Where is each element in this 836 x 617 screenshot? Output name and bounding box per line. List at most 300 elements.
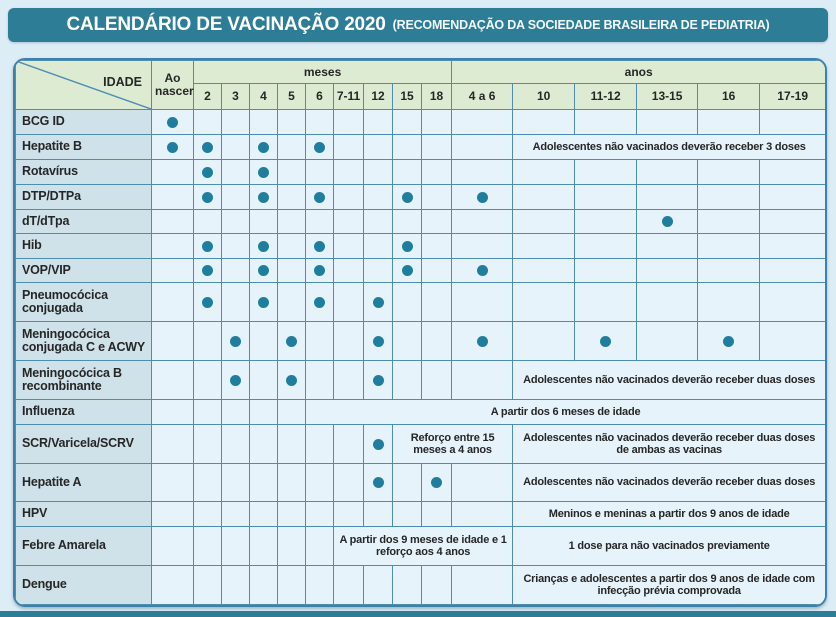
- schedule-cell: [194, 361, 222, 400]
- col-header-15: 15: [393, 84, 422, 110]
- schedule-cell: [152, 400, 194, 425]
- dose-dot: [314, 241, 325, 252]
- schedule-cell: [152, 185, 194, 210]
- schedule-cell: [513, 185, 575, 210]
- schedule-cell: [452, 234, 513, 259]
- schedule-cell: [152, 322, 194, 361]
- schedule-cell: [452, 185, 513, 210]
- dose-dot: [314, 297, 325, 308]
- schedule-cell: [222, 527, 250, 566]
- schedule-cell: [278, 464, 306, 502]
- schedule-note: Adolescentes não vacinados deverão receber duas doses: [513, 361, 826, 400]
- schedule-cell: [222, 135, 250, 160]
- schedule-cell: [698, 110, 760, 135]
- schedule-note: Adolescentes não vacinados deverão receber duas doses de ambas as vacinas: [513, 425, 826, 464]
- schedule-cell: [334, 210, 364, 234]
- vaccine-row-label: Dengue: [16, 566, 152, 605]
- schedule-cell: [637, 283, 698, 322]
- schedule-cell: [250, 400, 278, 425]
- schedule-cell: [334, 135, 364, 160]
- schedule-cell: [637, 110, 698, 135]
- schedule-cell: [422, 283, 452, 322]
- schedule-cell: [250, 283, 278, 322]
- schedule-cell: [278, 527, 306, 566]
- schedule-cell: [422, 160, 452, 185]
- dose-dot: [373, 297, 384, 308]
- schedule-cell: [334, 110, 364, 135]
- col-header-2: 2: [194, 84, 222, 110]
- schedule-cell: [152, 160, 194, 185]
- schedule-cell: [422, 259, 452, 283]
- schedule-cell: [250, 135, 278, 160]
- dose-dot: [600, 336, 611, 347]
- vaccine-row: [16, 425, 826, 464]
- schedule-cell: [306, 464, 334, 502]
- schedule-cell: [575, 185, 637, 210]
- schedule-cell: [334, 322, 364, 361]
- schedule-cell: [452, 566, 513, 605]
- schedule-cell: [422, 135, 452, 160]
- schedule-cell: [194, 425, 222, 464]
- schedule-cell: [364, 210, 393, 234]
- vaccine-row-label: Hepatite A: [16, 464, 152, 502]
- schedule-cell: [334, 464, 364, 502]
- calendar-subtitle: (RECOMENDAÇÃO DA SOCIEDADE BRASILEIRA DE PEDIATRIA): [392, 18, 770, 32]
- vaccine-row: [16, 400, 826, 425]
- schedule-cell: [334, 361, 364, 400]
- schedule-cell: [306, 502, 334, 527]
- schedule-cell: [250, 110, 278, 135]
- vaccine-row-label: Hib: [16, 234, 152, 259]
- col-group-months: meses: [194, 61, 452, 84]
- schedule-cell: [306, 185, 334, 210]
- col-header-16: 16: [698, 84, 760, 110]
- vaccine-row: [16, 566, 826, 605]
- schedule-cell: [222, 566, 250, 605]
- vaccine-row-label: DTP/DTPa: [16, 185, 152, 210]
- schedule-cell: [250, 185, 278, 210]
- schedule-cell: [222, 185, 250, 210]
- schedule-cell: [637, 322, 698, 361]
- schedule-cell: [194, 464, 222, 502]
- schedule-cell: [698, 160, 760, 185]
- vaccine-row-label: Rotavírus: [16, 160, 152, 185]
- schedule-cell: [306, 160, 334, 185]
- schedule-cell: [250, 464, 278, 502]
- schedule-cell: [194, 135, 222, 160]
- dose-dot: [431, 477, 442, 488]
- schedule-cell: [278, 400, 306, 425]
- schedule-cell: [452, 110, 513, 135]
- dose-dot: [373, 336, 384, 347]
- dose-dot: [202, 167, 213, 178]
- dose-dot: [402, 265, 413, 276]
- vaccine-row: [16, 283, 826, 322]
- col-header-6: 6: [306, 84, 334, 110]
- dose-dot: [286, 336, 297, 347]
- schedule-cell: [575, 322, 637, 361]
- schedule-cell: [637, 185, 698, 210]
- schedule-note: 1 dose para não vacinados previamente: [513, 527, 826, 566]
- schedule-cell: [422, 234, 452, 259]
- dose-dot: [373, 477, 384, 488]
- schedule-cell: [194, 259, 222, 283]
- schedule-cell: [222, 234, 250, 259]
- schedule-cell: [422, 185, 452, 210]
- schedule-cell: [306, 425, 334, 464]
- schedule-cell: [306, 322, 334, 361]
- schedule-cell: [637, 210, 698, 234]
- schedule-cell: [575, 259, 637, 283]
- schedule-cell: [760, 234, 826, 259]
- schedule-cell: [452, 160, 513, 185]
- schedule-cell: [334, 502, 364, 527]
- dose-dot: [202, 297, 213, 308]
- col-header-13-15: 13-15: [637, 84, 698, 110]
- vaccine-row: [16, 185, 826, 210]
- schedule-cell: [393, 502, 422, 527]
- schedule-cell: [575, 283, 637, 322]
- schedule-cell: [222, 502, 250, 527]
- schedule-cell: [194, 110, 222, 135]
- schedule-grid: [15, 60, 826, 605]
- idade-label: IDADE: [103, 75, 142, 89]
- vaccine-row: [16, 527, 826, 566]
- dose-dot: [202, 241, 213, 252]
- schedule-cell: [637, 160, 698, 185]
- schedule-cell: [364, 464, 393, 502]
- schedule-cell: [306, 210, 334, 234]
- schedule-cell: [452, 135, 513, 160]
- schedule-cell: [278, 160, 306, 185]
- schedule-cell: [452, 361, 513, 400]
- schedule-cell: [422, 502, 452, 527]
- schedule-cell: [698, 234, 760, 259]
- schedule-cell: [364, 259, 393, 283]
- vaccine-row-label: Meningocócica B recombinante: [16, 361, 152, 400]
- schedule-cell: [222, 425, 250, 464]
- vaccine-row: [16, 234, 826, 259]
- schedule-cell: [393, 160, 422, 185]
- footer-bar: [0, 611, 836, 617]
- vaccination-schedule-table: [13, 58, 827, 607]
- schedule-cell: [250, 160, 278, 185]
- schedule-cell: [364, 283, 393, 322]
- schedule-cell: [393, 185, 422, 210]
- dose-dot: [662, 216, 673, 227]
- col-group-years: anos: [452, 61, 826, 84]
- schedule-cell: [194, 502, 222, 527]
- col-header-4a6: 4 a 6: [452, 84, 513, 110]
- schedule-note: A partir dos 9 meses de idade e 1 reforço aos 4 anos: [334, 527, 513, 566]
- schedule-cell: [513, 283, 575, 322]
- dose-dot: [314, 265, 325, 276]
- vaccine-row-label: Pneumocócica conjugada: [16, 283, 152, 322]
- schedule-cell: [422, 210, 452, 234]
- schedule-cell: [306, 234, 334, 259]
- schedule-cell: [364, 566, 393, 605]
- schedule-cell: [278, 259, 306, 283]
- schedule-cell: [152, 425, 194, 464]
- vaccine-row-label: VOP/VIP: [16, 259, 152, 283]
- schedule-cell: [278, 283, 306, 322]
- schedule-cell: [698, 322, 760, 361]
- schedule-cell: [250, 502, 278, 527]
- dose-dot: [314, 192, 325, 203]
- schedule-cell: [393, 283, 422, 322]
- schedule-cell: [250, 425, 278, 464]
- vaccine-row: [16, 259, 826, 283]
- schedule-cell: [152, 110, 194, 135]
- schedule-cell: [222, 160, 250, 185]
- schedule-cell: [194, 185, 222, 210]
- schedule-cell: [393, 361, 422, 400]
- schedule-cell: [194, 283, 222, 322]
- col-header-4: 4: [250, 84, 278, 110]
- dose-dot: [286, 375, 297, 386]
- schedule-cell: [452, 322, 513, 361]
- schedule-cell: [250, 566, 278, 605]
- dose-dot: [314, 142, 325, 153]
- schedule-cell: [306, 527, 334, 566]
- schedule-cell: [698, 283, 760, 322]
- schedule-cell: [393, 110, 422, 135]
- schedule-cell: [306, 566, 334, 605]
- schedule-cell: [222, 322, 250, 361]
- vaccine-row: [16, 322, 826, 361]
- schedule-cell: [513, 110, 575, 135]
- vaccine-row: [16, 135, 826, 160]
- schedule-cell: [194, 400, 222, 425]
- schedule-cell: [152, 210, 194, 234]
- schedule-cell: [152, 464, 194, 502]
- schedule-cell: [222, 259, 250, 283]
- schedule-cell: [364, 361, 393, 400]
- vaccine-row-label: Influenza: [16, 400, 152, 425]
- schedule-cell: [306, 135, 334, 160]
- schedule-cell: [194, 527, 222, 566]
- dose-dot: [258, 167, 269, 178]
- schedule-cell: [152, 234, 194, 259]
- vaccine-row-label: Febre Amarela: [16, 527, 152, 566]
- schedule-cell: [698, 259, 760, 283]
- schedule-cell: [222, 464, 250, 502]
- schedule-cell: [278, 425, 306, 464]
- schedule-cell: [513, 160, 575, 185]
- schedule-cell: [152, 502, 194, 527]
- schedule-cell: [513, 322, 575, 361]
- schedule-cell: [393, 464, 422, 502]
- vaccine-row: [16, 361, 826, 400]
- dose-dot: [402, 241, 413, 252]
- schedule-cell: [575, 234, 637, 259]
- schedule-note: A partir dos 6 meses de idade: [306, 400, 826, 425]
- schedule-cell: [278, 361, 306, 400]
- schedule-cell: [364, 160, 393, 185]
- dose-dot: [373, 439, 384, 450]
- dose-dot: [258, 297, 269, 308]
- schedule-cell: [364, 322, 393, 361]
- dose-dot: [258, 265, 269, 276]
- schedule-cell: [334, 234, 364, 259]
- schedule-cell: [250, 527, 278, 566]
- schedule-cell: [393, 234, 422, 259]
- header-group-row: [16, 61, 826, 84]
- schedule-cell: [222, 210, 250, 234]
- schedule-cell: [152, 566, 194, 605]
- dose-dot: [167, 142, 178, 153]
- dose-dot: [258, 142, 269, 153]
- vaccine-row-label: SCR/Varicela/SCRV: [16, 425, 152, 464]
- col-header-3: 3: [222, 84, 250, 110]
- schedule-cell: [222, 110, 250, 135]
- schedule-cell: [334, 160, 364, 185]
- schedule-cell: [194, 234, 222, 259]
- schedule-cell: [152, 527, 194, 566]
- schedule-cell: [393, 135, 422, 160]
- schedule-cell: [222, 400, 250, 425]
- schedule-cell: [698, 210, 760, 234]
- schedule-cell: [250, 259, 278, 283]
- col-header-7-11: 7-11: [334, 84, 364, 110]
- schedule-cell: [760, 210, 826, 234]
- schedule-cell: [334, 283, 364, 322]
- schedule-cell: [364, 502, 393, 527]
- dose-dot: [402, 192, 413, 203]
- schedule-cell: [250, 210, 278, 234]
- schedule-cell: [152, 259, 194, 283]
- dose-dot: [477, 192, 488, 203]
- schedule-cell: [278, 210, 306, 234]
- schedule-cell: [250, 322, 278, 361]
- dose-dot: [723, 336, 734, 347]
- schedule-cell: [152, 283, 194, 322]
- schedule-cell: [278, 185, 306, 210]
- schedule-note: Crianças e adolescentes a partir dos 9 anos de idade com infecção prévia comprovada: [513, 566, 826, 605]
- calendar-title: CALENDÁRIO DE VACINAÇÃO 2020: [66, 14, 386, 35]
- col-header-12: 12: [364, 84, 393, 110]
- schedule-cell: [222, 283, 250, 322]
- schedule-cell: [452, 464, 513, 502]
- schedule-cell: [452, 210, 513, 234]
- schedule-cell: [575, 110, 637, 135]
- schedule-cell: [575, 210, 637, 234]
- vaccine-row-label: HPV: [16, 502, 152, 527]
- schedule-cell: [306, 283, 334, 322]
- vaccine-row-label: Hepatite B: [16, 135, 152, 160]
- schedule-cell: [760, 259, 826, 283]
- dose-dot: [477, 265, 488, 276]
- schedule-cell: [278, 135, 306, 160]
- schedule-cell: [364, 185, 393, 210]
- col-header-18: 18: [422, 84, 452, 110]
- schedule-cell: [152, 361, 194, 400]
- schedule-note: Adolescentes não vacinados deverão receber 3 doses: [513, 135, 826, 160]
- dose-dot: [373, 375, 384, 386]
- schedule-cell: [760, 283, 826, 322]
- schedule-cell: [393, 566, 422, 605]
- schedule-cell: [364, 135, 393, 160]
- schedule-cell: [194, 210, 222, 234]
- schedule-cell: [334, 185, 364, 210]
- col-header-17-19: 17-19: [760, 84, 826, 110]
- vaccine-row: [16, 502, 826, 527]
- schedule-cell: [393, 210, 422, 234]
- schedule-cell: [334, 425, 364, 464]
- dose-dot: [230, 375, 241, 386]
- dose-dot: [477, 336, 488, 347]
- col-header-11-12: 11-12: [575, 84, 637, 110]
- schedule-cell: [422, 322, 452, 361]
- schedule-cell: [334, 259, 364, 283]
- schedule-cell: [637, 259, 698, 283]
- dose-dot: [202, 265, 213, 276]
- vaccine-row-label: Meningocócica conjugada C e ACWY: [16, 322, 152, 361]
- schedule-cell: [364, 234, 393, 259]
- schedule-cell: [452, 259, 513, 283]
- schedule-cell: [422, 464, 452, 502]
- schedule-note: Adolescentes não vacinados deverão receber duas doses: [513, 464, 826, 502]
- schedule-note: Reforço entre 15 meses a 4 anos: [393, 425, 513, 464]
- schedule-cell: [513, 210, 575, 234]
- schedule-cell: [152, 135, 194, 160]
- schedule-cell: [422, 110, 452, 135]
- schedule-cell: [278, 110, 306, 135]
- schedule-cell: [250, 234, 278, 259]
- schedule-cell: [222, 361, 250, 400]
- schedule-cell: [278, 502, 306, 527]
- vaccine-row: [16, 110, 826, 135]
- dose-dot: [258, 241, 269, 252]
- schedule-cell: [422, 566, 452, 605]
- schedule-cell: [278, 322, 306, 361]
- vaccine-row: [16, 160, 826, 185]
- dose-dot: [258, 192, 269, 203]
- schedule-cell: [278, 234, 306, 259]
- schedule-cell: [194, 566, 222, 605]
- schedule-cell: [513, 234, 575, 259]
- schedule-cell: [760, 110, 826, 135]
- schedule-cell: [513, 259, 575, 283]
- schedule-cell: [422, 361, 452, 400]
- schedule-cell: [393, 259, 422, 283]
- dose-dot: [167, 117, 178, 128]
- col-header-5: 5: [278, 84, 306, 110]
- schedule-cell: [194, 160, 222, 185]
- schedule-cell: [760, 322, 826, 361]
- title-banner: [8, 8, 828, 42]
- schedule-cell: [452, 283, 513, 322]
- schedule-cell: [334, 566, 364, 605]
- dose-dot: [202, 142, 213, 153]
- col-header-birth: Ao nascer: [152, 61, 194, 110]
- idade-corner-cell: [16, 61, 152, 110]
- schedule-cell: [364, 110, 393, 135]
- schedule-cell: [760, 160, 826, 185]
- schedule-cell: [306, 110, 334, 135]
- dose-dot: [230, 336, 241, 347]
- schedule-cell: [364, 425, 393, 464]
- schedule-cell: [637, 234, 698, 259]
- schedule-cell: [698, 185, 760, 210]
- schedule-cell: [250, 361, 278, 400]
- vaccine-row-label: BCG ID: [16, 110, 152, 135]
- schedule-cell: [760, 185, 826, 210]
- schedule-cell: [306, 259, 334, 283]
- schedule-note: Meninos e meninas a partir dos 9 anos de idade: [513, 502, 826, 527]
- col-header-10: 10: [513, 84, 575, 110]
- vaccine-row-label: dT/dTpa: [16, 210, 152, 234]
